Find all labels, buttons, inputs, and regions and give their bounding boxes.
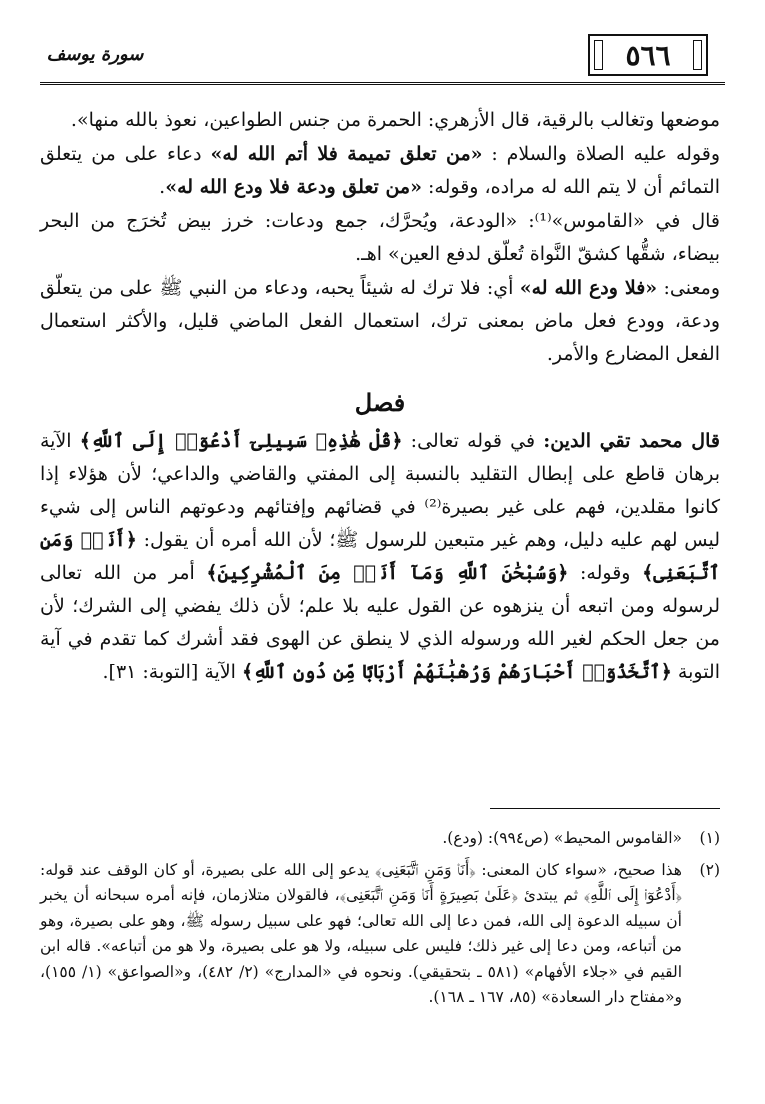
footnote-text: هذا صحيح، «سواء كان المعنى: ﴿أَنَا۠ وَمَنِ ٱتَّبَعَنِى﴾ يدعو إلى الله على بصيرة، أو كان الوقف عند قوله: ﴿أَدْعُوٓا۟ إِلَى ٱللَّهِ﴾ ثم يبتدئ ﴿عَلَىٰ بَصِيرَةٍ أَنَا۠ وَمَنِ ٱتَّبَعَنِى﴾، فالقولان متلازمان، فإنه أمره سبحانه أن يخبر أن سبيله الدعوة إلى الله، فمن دعا إلى الله تعالى؛ فهو على سبيل رسوله ﷺ، وهو على بصيرة، وهو من أتباعه، ومن دعا إلى غير ذلك؛ فليس على سبيله، ولا هو على بصيرة، ولا هو من أتباعه». قاله ابن القيم في «جلاء الأفهام» (٥٨١ ـ بتحقيقي). ونحوه في «المدارج» (٢/ ٤٨٢)، و«الصواعق» (١/ ١٥٥)، و«مفتاح دار السعادة» (٨٥، ١٦٧ ـ ١٦٨). [40, 860, 682, 1006]
paragraph-4 [40, 272, 720, 371]
s1-text-e: الآية [التوبة: ٣١]. [102, 661, 242, 683]
footnote-number: (١) [699, 829, 720, 847]
paragraph-3: قال في «القاموس»⁽¹⁾: «الودعة، ويُحرَّك، جمع ودعات: خرز بيض تُخرَج من البحر بيضاء، شقُّها كشقّ النَّواة تُعلّق لدفع العين» اهـ. [40, 210, 720, 265]
hadith-quote-1: «من تعلق تميمة فلا أتم الله له» [210, 143, 483, 165]
paragraph-1: موضعها وتغالب بالرقية، قال الأزهري: الحمرة من جنس الطواعين، نعوذ بالله منها». [70, 109, 720, 131]
hadith-quote-2: «من تعلق ودعة فلا ودع الله له» [165, 176, 422, 198]
ayah-2: ﴿أَنَا۠ وَمَنِ ٱتَّبَعَنِى﴾ [40, 529, 721, 584]
page-number [588, 34, 708, 76]
ayah-4: ﴿ٱتَّخَذُوٓا۟ أَحْبَارَهُمْ وَرُهْبَٰنَهُمْ أَرْبَابًا مِّن دُونِ ٱللَّهِ﴾ [241, 661, 672, 683]
p2-text-a: وقوله عليه الصلاة والسلام : [482, 143, 721, 165]
header-rule [40, 82, 725, 85]
p4-text-b: أي: فلا ترك له شيئاً يحبه، ودعاء من النبي ﷺ على من يتعلّق ودعة، وودع فعل ماض بمعنى ترك، استعمال الفعل الماضي قليل، والأكثر استعمال الفعل المضارع والأمر. [40, 277, 720, 365]
section-lead: قال محمد تقي الدين: [543, 430, 720, 452]
s1-text-c: وقوله: [568, 562, 643, 584]
hadith-quote-3: «فلا ودع الله له» [519, 277, 658, 299]
p4-text-a: ومعنى: [657, 277, 721, 299]
footnote-number: (٢) [699, 860, 720, 879]
footnote-1 [40, 826, 720, 852]
page-number-text: ٥٦٦ [625, 38, 671, 72]
running-header [0, 0, 765, 90]
ayah-1: ﴿قُلْ هَٰذِهِۦ سَبِيلِىٓ أَدْعُوٓا۟ إِلَى ٱللَّهِ﴾ [79, 430, 403, 452]
main-text [40, 104, 720, 689]
footnote-rule [490, 808, 720, 809]
footnote-text: «القاموس المحيط» (ص٩٩٤): (ودع). [442, 829, 682, 847]
paragraph-2 [40, 138, 720, 204]
p2-text-c: . [159, 176, 166, 198]
footnotes [40, 826, 720, 1017]
section-paragraph [40, 425, 720, 689]
p2-text-b: دعاء على من يتعلق التمائم أن لا يتم الله له مراده، وقوله: [40, 143, 720, 198]
surah-title: سورة يوسف [46, 44, 144, 65]
ayah-3: ﴿وَسُبْحَٰنَ ٱللَّهِ وَمَآ أَنَا۠ مِنَ ٱلْمُشْرِكِينَ﴾ [206, 562, 569, 584]
s1-text-a: في قوله تعالى: [402, 430, 544, 452]
s1-text-d: أمر من الله تعالى لرسوله ومن اتبعه أن ينزهوه عن القول عليه بلا علم؛ لأن ذلك يفضي إلى الشرك؛ لأن من جعل الحكم لغير الله ورسوله الذي لا ينطق عن الهوى فقد أشرك كما تقدم في آية التوبة [40, 562, 720, 683]
s1-text-b: الآية برهان قاطع على إبطال التقليد بالنسبة إلى المفتي والقاضي والداعي؛ لأن هؤلاء إذا كانوا مقلدين، فهم على غير بصيرة⁽²⁾ في قضائهم وإفتائهم ودعوتهم الناس إلى شيء ليس لهم عليه دليل، وهم غير متبعين للرسول ﷺ؛ لأن الله أمره أن يقول: [40, 430, 720, 551]
footnote-2 [40, 858, 720, 1011]
section-heading: فصل [354, 388, 406, 417]
